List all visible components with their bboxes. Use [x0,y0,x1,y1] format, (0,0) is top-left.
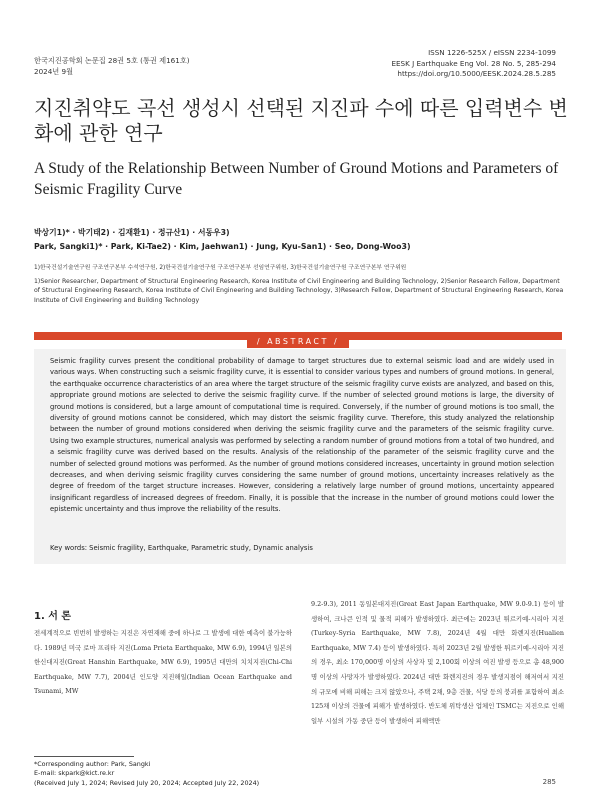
footnote-divider [34,756,134,757]
doi-link[interactable]: https://doi.org/10.5000/EESK.2024.28.5.285 [397,69,556,78]
page-number: 285 [542,778,556,786]
journal-header-left [34,56,190,77]
issue-date-ko: 2024년 9월 [34,66,74,76]
corresponding-author: *Corresponding author: Park, Sangki [34,760,151,768]
body-column-right: 9.2-9.3), 2011 동일본대지진(Great East Japan Earthquake, MW 9.0-9.1) 등이 발생하여, 크나큰 인적 및 물적 피해가 발생하였다. 최근에는 2023년 튀르키예-시리아 지진(Turkey-Syria Earthquake, MW 7.8), 2024년 4월 대만 화롄지진(Hualien Earthquake, MW 7.4) 등이 발생하였다. 특히 2023년 2월 발생한 튀르키예-시리아 지진의 경우, 최소 170,000명 이상의 사상자 및 2,100회 이상의 여진 발생 등으로 총 48,900명 이상의 사망자가 발생하였다. 2024년 대만 화롄지진의 경우 발생지점이 해저여서 지진의 규모에 비해 피해는 크지 않았으나, 주택 2채, 9층 건물, 식당 등의 붕괴를 포함하여 최소 125채 이상의 건물에 피해가 발생하였다. 반도체 위탁생산 업체인 TSMC는 지진으로 인해 일부 시설의 가동 중단 등이 발생하여 피해액만 [311,600,564,725]
authors-english: Park, Sangki1)* · Park, Ki-Tae2) · Kim, Jaehwan1) · Jung, Kyu-San1) · Seo, Dong-Woo3) [34,242,411,251]
body-column-left: 전세계적으로 빈번히 발생하는 지진은 자연재해 중에 하나로 그 발생에 대한 예측이 불가능하다. 1989년 미국 로마 프리타 지진(Loma Prieta Earthquake, MW 6.9), 1994년 일본의 한신대지진(Great Hanshin Earthquake, MW 6.9), 1995년 대만의 치치지진(Chi-Chi Earthquake, MW 7.7), 2004년 인도양 지진해일(Indian Ocean Earthquake and Tsunami, MW [34,629,292,696]
issn: ISSN 1226-525X / eISSN 2234-1099 [428,48,556,57]
keywords: Key words: Seismic fragility, Earthquake, Parametric study, Dynamic analysis [50,544,313,552]
authors-korean: 박상기1)* · 박기태2) · 김재환1) · 정규산1) · 서동우3) [34,228,230,237]
affiliations-korean: 1)한국건설기술연구원 구조연구본부 수석연구원, 2)한국건설기술연구원 구조연구본부 선임연구위원, 3)한국건설기술연구원 구조연구본부 연구위원 [34,265,407,271]
author-email[interactable]: E-mail: skpark@kict.re.kr [34,769,115,778]
footnote [34,760,259,788]
title-english: A Study of the Relationship Between Number of Ground Motions and Parameters of Seismic Fragility Curve [34,160,559,198]
title-korean: 지진취약도 곡선 생성시 선택된 지진파 수에 따른 입력변수 변화에 관한 연구 [34,96,568,145]
journal-header-right [391,48,556,80]
received-dates: (Received July 1, 2024; Revised July 20, 2024; Accepted July 22, 2024) [34,778,260,787]
abstract-text: Seismic fragility curves present the conditional probability of damage to target structures due to external seismic load and are widely used in various ways. When constructing such a seismic fragility curve, it is essential to consider various types and numbers of ground motions. In general, the earthquake occurrence characteristics of an area where the target structure of the seismic fragility curve exists are analyzed, and based on this, appropriate ground motions are selected to derive the seismic fragility curve. If the number of selected ground motions is large, the diversity of ground motions is considered, but a large amount of computational time is required. Conversely, if the number of ground motions is too small, the diversity of ground motions cannot be considered, which may distort the seismic fragility curve. Therefore, this study analyzed the relationship between the number of ground motions considered when deriving the seismic fragility curve and the parameters of the seismic fragility curve. Using two example structures, numerical analysis was performed by selecting a random number of ground motions from a total of two hundred, and a seismic fragility curve was derived based on the results. Analysis of the relationship of the parameter of the seismic fragility curve and the number of selected ground motions was performed. As the number of ground motions considered increases, uncertainty in ground motion selection decreases, and when deriving seismic fragility curves considering the same number of ground motions, uncertainty increases relatively as the degree of freedom of the target structure increases. However, considering a relatively large number of ground motions, uncertainty appeared insignificant regardless of increased degrees of freedom. Finally, it is possible that the increase in the number of ground motions could lower the epistemic uncertainty and thus improve the reliability of the results. [50,357,554,514]
affiliations-english: 1)Senior Researcher, Department of Structural Engineering Research, Korea Institute of Civil Engineering and Building Technology, 2)Senior Research Fellow, Department of Structural Engineering Research, Korea Institute of Civil Engineering and Building Technology, 3)Research Fellow, Department of Structural Engineering Research, Korea Institute of Civil Engineering and Building Technology [34,278,564,304]
abstract-label-text: / ABSTRACT / [247,335,349,348]
section-heading-introduction: 1. 서 론 [34,611,72,622]
journal-name-en: EESK J Earthquake Eng Vol. 28 No. 5, 285-294 [391,58,556,68]
journal-name-ko: 한국지진공학회 논문집 28권 5호 (통권 제161호) [34,56,190,65]
abstract-label [34,329,562,348]
